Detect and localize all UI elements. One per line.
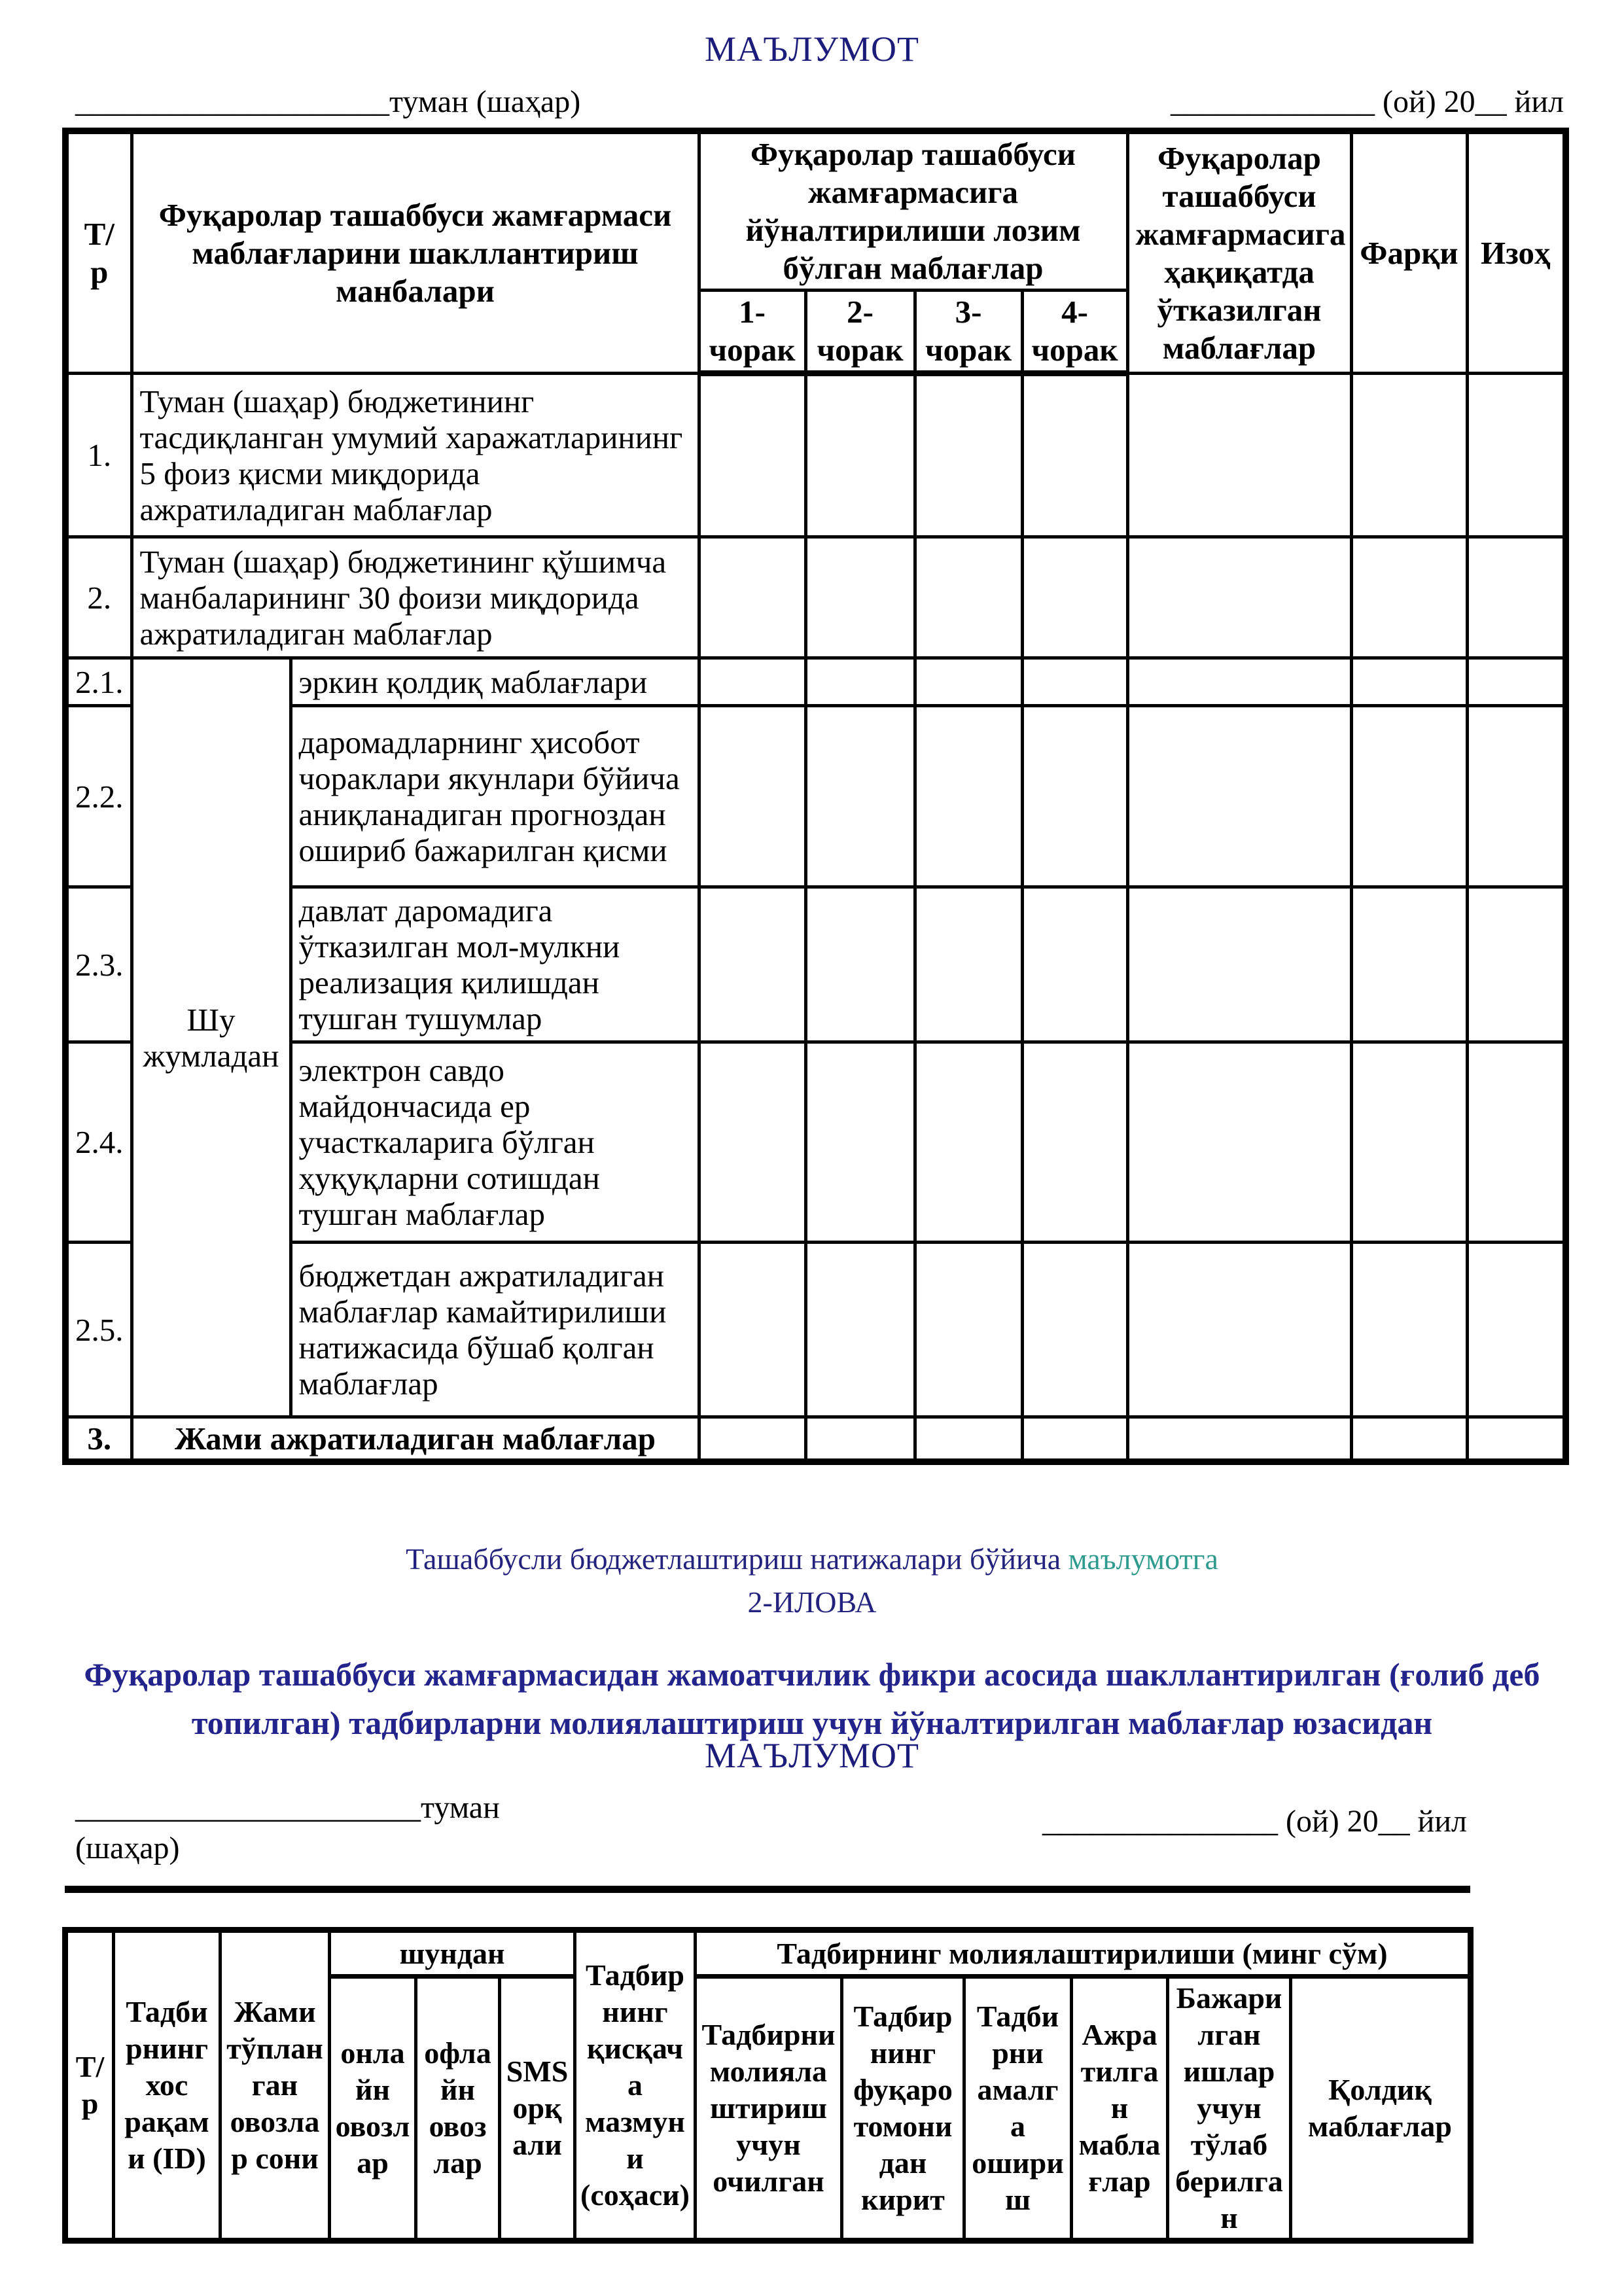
- table-row-total: [65, 1417, 1566, 1462]
- data-cell-empty: [1467, 1042, 1566, 1243]
- table-row: [65, 1042, 1566, 1243]
- district-blank-line-1: ____________________туман (шаҳар): [75, 84, 581, 119]
- th-note: Изоҳ: [1467, 131, 1566, 374]
- data-cell-empty: [1351, 658, 1467, 706]
- reference-line-text: Ташаббусли бюджетлаштириш натижалари бўйича: [406, 1542, 1068, 1576]
- subgroup-label-cell: Шу жумладан: [132, 658, 291, 1417]
- data-cell-empty: [699, 374, 805, 537]
- row-label: Туман (шаҳар) бюджетининг қўшимча манбаларининг 30 фоизи миқдорида ажратиладиган маблағлар: [132, 537, 699, 658]
- data-cell-empty: [805, 537, 915, 658]
- reference-line: [0, 1542, 1624, 1576]
- data-cell-empty: [1467, 706, 1566, 887]
- data-cell-empty: [1467, 537, 1566, 658]
- th2-citizen-contrib: Тадбирнинг фуқаро томонидан кирит: [842, 1977, 964, 2241]
- data-cell-empty: [699, 537, 805, 658]
- data-cell-empty: [1351, 706, 1467, 887]
- data-cell-empty: [699, 887, 805, 1042]
- data-cell-empty: [1351, 887, 1467, 1042]
- row-label: давлат даромадига ўтказилган мол-мулкни реализация қилишдан тушган тушумлар: [291, 887, 699, 1042]
- data-cell-empty: [1022, 1042, 1127, 1243]
- data-cell-empty: [1467, 658, 1566, 706]
- th2-online-votes: онлайн овозлар: [330, 1977, 416, 2241]
- data-cell-empty: [699, 658, 805, 706]
- th2-sms-votes: SMS орқали: [500, 1977, 575, 2241]
- data-cell-empty: [1467, 1417, 1566, 1462]
- th-tr: Т/р: [65, 131, 132, 374]
- data-cell-empty: [1467, 1243, 1566, 1417]
- data-cell-empty: [699, 1042, 805, 1243]
- th2-summary: Тадбирнинг қисқача мазмуни (соҳаси): [575, 1930, 696, 2241]
- row-num: 2.1.: [65, 658, 132, 706]
- data-cell-empty: [1022, 537, 1127, 658]
- data-cell-empty: [915, 658, 1022, 706]
- data-cell-empty: [915, 887, 1022, 1042]
- data-cell-empty: [805, 658, 915, 706]
- row-label: Туман (шаҳар) бюджетининг тасдиқланган умумий харажатларининг 5 фоиз қисми миқдорида ажратиладиган маблағлар: [132, 374, 699, 537]
- data-cell-empty: [805, 706, 915, 887]
- data-cell-empty: [1022, 374, 1127, 537]
- data-cell-empty: [1127, 1042, 1351, 1243]
- table-row: [65, 658, 1566, 706]
- data-cell-empty: [1351, 1243, 1467, 1417]
- row-label: бюджетдан ажратиладиган маблағлар камайтирилиши натижасида бўшаб қолган маблағлар: [291, 1243, 699, 1417]
- data-cell-empty: [1022, 658, 1127, 706]
- data-cell-empty: [915, 1243, 1022, 1417]
- district-blank-line-2-row1: ______________________туман: [75, 1790, 500, 1825]
- header-fill-line-1: [75, 84, 1564, 120]
- row-num: 1.: [65, 374, 132, 537]
- th2-total-votes: Жами тўпланган овозлар сони: [221, 1930, 330, 2241]
- section-divider: [65, 1886, 1470, 1893]
- row-num: 2.2.: [65, 706, 132, 887]
- data-cell-empty: [1127, 374, 1351, 537]
- th-quarter-1: 1-чорак: [699, 291, 805, 374]
- reference-line-link-text: маълумотга: [1068, 1542, 1218, 1576]
- th2-tr: Т/р: [65, 1930, 114, 2241]
- data-cell-empty: [1022, 887, 1127, 1042]
- data-cell-empty: [1351, 1417, 1467, 1462]
- funding-sources-table: [62, 128, 1569, 1465]
- data-cell-empty: [915, 374, 1022, 537]
- data-cell-empty: [1467, 374, 1566, 537]
- date-blank-line-2: _______________ (ой) 20__ йил: [1042, 1804, 1467, 1839]
- data-cell-empty: [915, 1417, 1022, 1462]
- district-blank-line-2-row2: (шаҳар): [75, 1831, 180, 1865]
- data-cell-empty: [915, 1042, 1022, 1243]
- section2-heading: Фуқаролар ташаббуси жамғармасидан жамоатчилик фикри асосида шакллантирилган (ғолиб деб топилган) тадбирларни молиялаштириш учун йўналтирилган маблағлар юзасидан: [84, 1656, 1540, 1741]
- th2-financing-group: Тадбирнинг молиялаштирилиши (минг сўм): [696, 1930, 1471, 1977]
- th2-allocated: Ажратилган маблағлар: [1072, 1977, 1168, 2241]
- data-cell-empty: [805, 887, 915, 1042]
- table-row: [65, 887, 1566, 1042]
- th2-opened: Тадбирни молиялаштириш учун очилган: [696, 1977, 842, 2241]
- events-financing-table: [62, 1927, 1474, 2244]
- data-cell-empty: [805, 1042, 915, 1243]
- data-cell-empty: [1127, 658, 1351, 706]
- th-quarter-2: 2-чорак: [805, 291, 915, 374]
- data-cell-empty: [1127, 1417, 1351, 1462]
- data-cell-empty: [1127, 706, 1351, 887]
- th2-paid: Бажарилган ишлар учун тўлаб берилган: [1168, 1977, 1291, 2241]
- row-num: 3.: [65, 1417, 132, 1462]
- data-cell-empty: [699, 706, 805, 887]
- th-due-group: Фуқаролар ташаббуси жамғармасига йўналтирилиши лозим бўлган маблағлар: [699, 131, 1127, 291]
- data-cell-empty: [1351, 1042, 1467, 1243]
- row-label: даромадларнинг ҳисобот чораклари якунлари бўйича аниқланадиган прогноздан ошириб бажарилган қисми: [291, 706, 699, 887]
- data-cell-empty: [699, 1417, 805, 1462]
- th2-remainder: Қолдиқ маблағлар: [1291, 1977, 1471, 2241]
- th-diff: Фарқи: [1351, 131, 1467, 374]
- th-quarter-3: 3-чорак: [915, 291, 1022, 374]
- th2-offline-votes: офлайн овозлар: [416, 1977, 500, 2241]
- data-cell-empty: [915, 537, 1022, 658]
- th-actual: Фуқаролар ташаббуси жамғармасига ҳақиқатда ўтказилган маблағлар: [1127, 131, 1351, 374]
- table-row: [65, 537, 1566, 658]
- th2-event-id: Тадбирнинг хос рақами (ID): [114, 1930, 221, 2241]
- data-cell-empty: [1022, 706, 1127, 887]
- row-label: Жами ажратиладиган маблағлар: [132, 1417, 699, 1462]
- data-cell-empty: [1351, 537, 1467, 658]
- data-cell-empty: [1467, 887, 1566, 1042]
- data-cell-empty: [1127, 1243, 1351, 1417]
- row-num: 2.4.: [65, 1042, 132, 1243]
- annex-label: 2-ИЛОВА: [747, 1585, 877, 1619]
- table-row: [65, 706, 1566, 887]
- row-num: 2.3.: [65, 887, 132, 1042]
- data-cell-empty: [1351, 374, 1467, 537]
- row-num: 2.: [65, 537, 132, 658]
- data-cell-empty: [805, 1417, 915, 1462]
- row-num: 2.5.: [65, 1243, 132, 1417]
- data-cell-empty: [1022, 1243, 1127, 1417]
- data-cell-empty: [699, 1243, 805, 1417]
- date-blank-line-1: _____________ (ой) 20__ йил: [1171, 84, 1564, 119]
- table-row: [65, 1243, 1566, 1417]
- data-cell-empty: [805, 374, 915, 537]
- report-title-2: МАЪЛУМОТ: [705, 1736, 919, 1775]
- table-row: [65, 374, 1566, 537]
- report-title-1: МАЪЛУМОТ: [705, 29, 919, 69]
- data-cell-empty: [1022, 1417, 1127, 1462]
- row-label: электрон савдо майдончасида ер участкаларига бўлган ҳуқуқларни сотишдан тушган маблағлар: [291, 1042, 699, 1243]
- th2-implementation: Тадбирни амалга ошириш: [964, 1977, 1072, 2241]
- data-cell-empty: [1127, 887, 1351, 1042]
- data-cell-empty: [915, 706, 1022, 887]
- th-quarter-4: 4-чорак: [1022, 291, 1127, 374]
- data-cell-empty: [805, 1243, 915, 1417]
- th-sources: Фуқаролар ташаббуси жамғармаси маблағларини шакллантириш манбалари: [132, 131, 699, 374]
- district-blank-line-2: [75, 1788, 500, 1869]
- row-label: эркин қолдиқ маблағлари: [291, 658, 699, 706]
- th2-from-group: шундан: [330, 1930, 575, 1977]
- data-cell-empty: [1127, 537, 1351, 658]
